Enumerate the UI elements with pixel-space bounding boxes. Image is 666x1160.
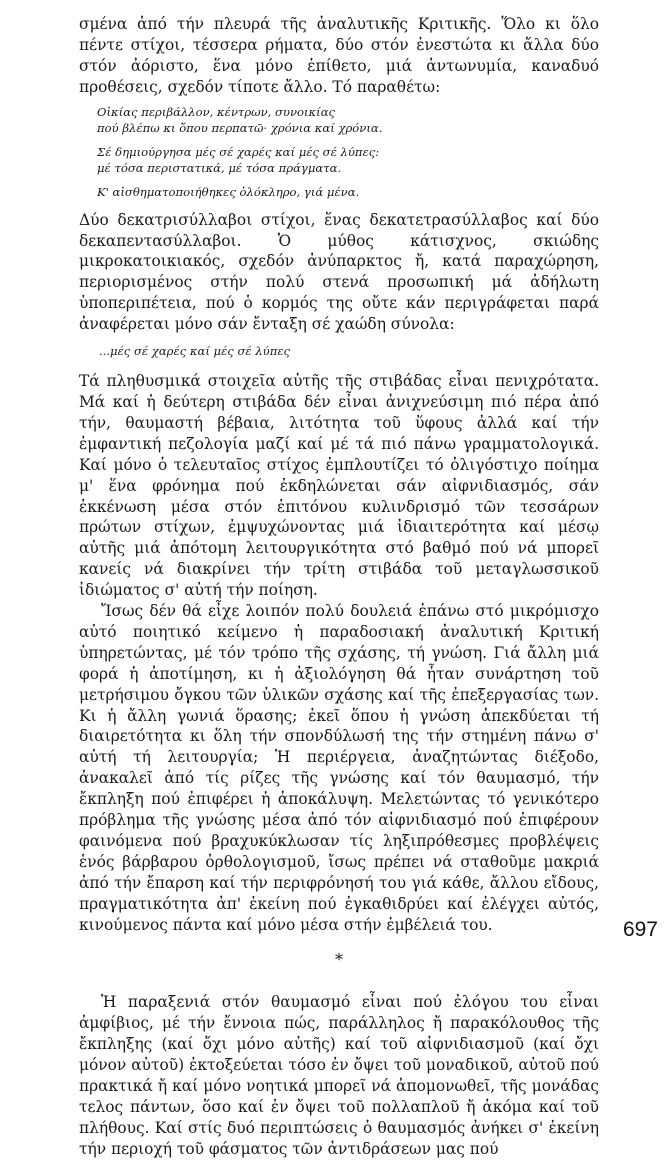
verse-quotation (97, 104, 599, 200)
stanza-gap (97, 136, 599, 144)
paragraph-wonder: Ἡ παραξενιά στόν θαυμασμό εἶναι πού ἐλόγου του εἶναι ἀμφίβιος, μέ τήν ἔννοια πώς, παράλληλος ἤ παρακόλουθος τῆς ἔκπληξης (καί ὄχι μόνο αὐτῆς) καί τοῦ αἰφνιδιασμοῦ (καί ὄχι μόνον αὐτοῦ) ἐκτοξεύεται τόσο ἐν ὄψει τοῦ μοναδικοῦ, αὐτοῦ πού πρακτικά ἤ καί μόνο νοητικά μπορεῖ νά ἀπομονωθεῖ, τῆς μονάδας τελος πάντων, ὅσο καί ἐν ὄψει τοῦ πολλαπλοῦ ἤ ἀκόμα καί τοῦ πλήθους. Καί στίς δυό περιπτώσεις ὁ θαυμασμός ἀνήκει σ' ἐκείνη τήν περιοχή τοῦ φάσματος τῶν ἀντιδράσεων μας πού (79, 993, 599, 1158)
paragraph-critique: Ἴσως δέν θά εἶχε λοιπόν πολύ δουλειά ἐπάνω στό μικρόμισχο αὐτό ποιητικό κείμενο ἡ παραδοσιακή ἀναλυτική Κριτική ὑπηρετώντας, μέ τόν τρόπο τῆς σχάσης, τή γνώση. Γιά ἄλλη μιά φορά ἡ ἀποτίμηση, κι ἡ ἀξιολόγηση θά ἦταν συνάρτηση τοῦ μετρήσιμου ὄγκου τῶν ὑλικῶν σχάσης καί τῆς ἐπεξεργασίας των. Κι ἡ ἄλλη γωνιά ὅρασης; ἐκεῖ ὅπου ἡ γνώση ἀπεκδύεται τή διαιρετότητα κι ὅλη τήν σπονδύλωσή της τήν στημένη πάνω σ' αὐτή τή λειτουργία; Ἡ περιέργεια, ἀναζητώντας διέξοδο, ἀνακαλεῖ ἀπό τίς ρίζες τῆς γνώσης καί τόν θαυμασμό, τήν ἔκπληξη πού ἐπιφέρει ἡ ἀποκάλυψη. Μελετώντας τό γενικότερο πρόβλημα τῆς γνώσης μέσα ἀπό τόν αἰφνιδιασμό πού ἐπιφέρουν φαινόμενα πού βραχυκύκλωσαν τίς ληξιπρόθεσμες προβλέψεις ἑνός βάρβαρου ὀρθολογισμοῦ, ἴσως πρέπει νά σταθοῦμε μακριά ἀπό τήν ἔπαρση καί τήν περιφρόνησή του γιά κάθε, ἄλλου εἴδους, πραγματικότητα ἀπ' ἐκείνη πού ἐγκαθιδρύει καί ἐλέγχει αὐτός, κινούμενος πάντα καί μόνο μέσα στήν ἐμβέλειά του. (79, 602, 599, 934)
verse-line: Κ' αἰσθηματοποιήθηκες ὁλόκληρο, γιά μένα. (97, 184, 360, 199)
inline-quote (99, 343, 599, 359)
section-separator: * (335, 949, 343, 969)
paragraph-intro: σμένα ἀπό τήν πλευρά τῆς ἀναλυτικῆς Κριτικῆς. Ὅλο κι ὅλο πέντε στίχοι, τέσσερα ρήματα, δύο στόν ἐνεστώτα κι ἄλλα δύο στόν ἀόριστο, ἕνα μόνο ἐπίθετο, μιά ἀντωνυμία, καναδυό προθέσεις, σχεδόν τίποτε ἄλλο. Τό παραθέτω: (79, 15, 599, 96)
verse-line: Σέ δημιούργησα μές σέ χαρές καί μές σέ λύπες: (97, 144, 380, 159)
text-column (79, 14, 599, 1160)
verse-line: μέ τόσα περιστατικά, μέ τόσα πράγματα. (97, 160, 342, 175)
page-number: 697 (622, 918, 658, 941)
paragraph-layers: Τά πληθυσμικά στοιχεῖα αὐτῆς τῆς στιβάδας εἶναι πενιχρότατα. Μά καί ἡ δεύτερη στιβάδα δέν εἶναι ἀνιχνεύσιμη πιό πέρα ἀπό τήν, θαυμαστή βέβαια, λιτότητα τοῦ ὕφους ἀλλά καί τήν ἐμφαντική πεζολογία μαζί καί μέ τά πιό πάνω γραμματολογικά. Καί μόνο ὁ τελευταῖος στίχος ἐμπλουτίζει τό ὀλιγόστιχο ποίημα μ' ἕνα φρόνημα πού ἐκδηλώνεται σάν αἰφνιδιασμός, σάν ἐκκένωση μέσα στόν ἐπιτόνου κυλινδρισμό τῶν τεσσάρων πρώτων στίχων, ἐμψυχώνοντας μιά ἰδιαιτερότητα καί μέσῳ αὐτῆς μιά ἀπότομη λειτουργικότητα στό βαθμό πού νά μπορεῖ κανείς νά διακρίνει τήν τρίτη στιβάδα τοῦ μεταγλωσσικοῦ ἰδιώματος σ' αὐτή τήν ποίηση. (79, 372, 599, 600)
verse-line: Οἰκίας περιβάλλον, κέντρων, συνοικίας (97, 104, 336, 119)
verse-line: πού βλέπω κι ὅπου περπατῶ· χρόνια καί χρόνια. (97, 120, 383, 135)
quote-line: ...μές σέ χαρές καί μές σέ λύπες (99, 344, 291, 359)
paragraph-analysis: Δύο δεκατρισύλλαβοι στίχοι, ἕνας δεκατετρασύλλαβος καί δύο δεκαπεντασύλλαβοι. Ὁ μύθος κάτισχνος, σκιώδης μικροκατοικιακός, σχεδόν ἀνύπαρκτος ἤ, κατά παραχώρηση, περιορισμένος στήν πολύ στενά προσωπική μά ἀδήλωτη ὑποπεριπέτεια, πού ὁ κορμός της οὔτε κάν περιγράφεται παρά ἀναφέρεται μόνο σάν ἔνταξη σέ χαώδη σύνολα: (79, 210, 599, 334)
stanza-gap (97, 176, 599, 184)
